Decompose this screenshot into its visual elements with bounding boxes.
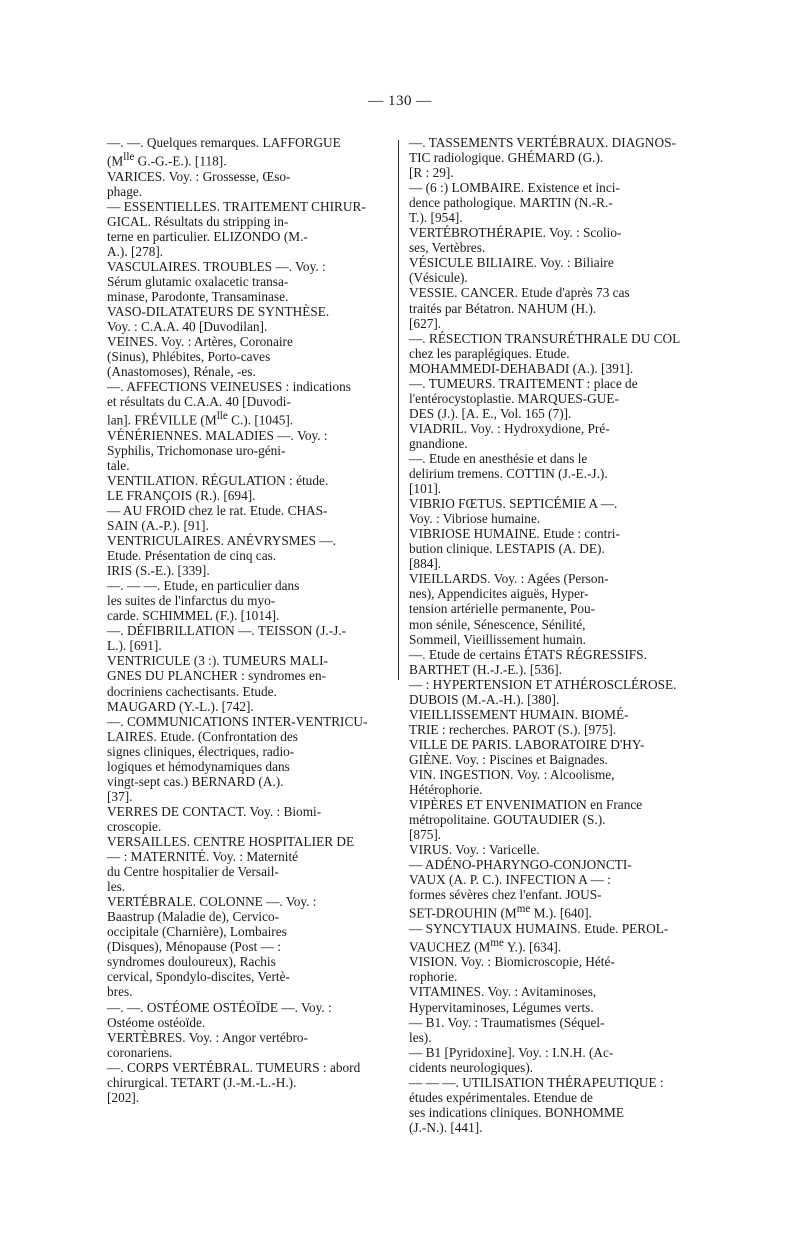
index-entry-line: syndromes douloureux), Rachis [107, 954, 276, 970]
index-entry [409, 921, 696, 955]
index-entry [409, 954, 696, 984]
index-entry-line: du Centre hospitalier de Versail- [107, 864, 279, 880]
index-entry-line: Syphilis, Trichomonase uro-géni- [107, 442, 286, 458]
index-entry-line: VIEILLISSEMENT HUMAIN. BIOMÉ- [409, 706, 629, 722]
index-entry-line: coronariens. [107, 1044, 173, 1060]
index-entry-line: SET-DROUHIN ($M^{me}$ M.). [640]. [409, 903, 592, 921]
index-entry-line: occipitale (Charnière), Lombaires [107, 924, 287, 940]
index-entry [409, 737, 696, 767]
index-entry-line: bres. [107, 984, 133, 1000]
index-entry [409, 571, 696, 646]
index-entry-line: Baastrup (Maladie de), Cervico- [107, 909, 280, 925]
index-entry-line: VISION. Voy. : Biomicroscopie, Hété- [409, 954, 615, 970]
index-entry-line: phage. [107, 183, 143, 199]
index-entry-line: VIN. INGESTION. Voy. : Alcoolisme, [409, 766, 615, 782]
index-entry-line: Sommeil, Vieillissement humain. [409, 631, 586, 647]
index-entry-line: et résultats du C.A.A. 40 [Duvodi- [107, 394, 291, 410]
index-entry-line: —. DÉFIBRILLATION —. TEISSON (J.-J.- [107, 623, 347, 639]
index-entry [409, 180, 696, 225]
index-entry [107, 1030, 394, 1060]
index-entry-line: TIC radiologique. GHÉMARD (G.). [409, 150, 604, 166]
page-number: — 130 — [368, 93, 432, 109]
index-entry-line: métropolitaine. GOUTAUDIER (S.). [409, 812, 606, 828]
index-entry-line: VERTÉBROTHÉRAPIE. Voy. : Scolio- [409, 225, 622, 241]
index-entry [409, 376, 696, 421]
index-entry [409, 496, 696, 526]
index-entry-line: formes sévères chez l'enfant. JOUS- [409, 887, 602, 903]
index-entry-line: GNES DU PLANCHER : syndromes en- [107, 668, 327, 684]
index-entry-line: [884]. [409, 556, 442, 572]
index-entry-line: —. TUMEURS. TRAITEMENT : place de [409, 375, 638, 391]
index-entry-line: logiques et hémodynamiques dans [107, 758, 290, 774]
index-entry-line: ($M^{lle}$ G.-G.-E.). [118]. [107, 151, 227, 169]
index-entry-line: —. —. OSTÉOME OSTÉOÏDE —. Voy. : [107, 999, 332, 1015]
index-entry-line: VITAMINES. Voy. : Avitaminoses, [409, 984, 597, 1000]
index-entry-line: Voy. : C.A.A. 40 [Duvodilan]. [107, 318, 268, 334]
index-entry-line: VIEILLARDS. Voy. : Agées (Person- [409, 571, 609, 587]
index-entry-line: LE FRANÇOIS (R.). [694]. [107, 487, 256, 503]
index-entry-line: VIBRIOSE HUMAINE. Etude : contri- [409, 526, 620, 542]
index-entry-line: VAUX (A. P. C.). INFECTION A — : [409, 872, 611, 888]
index-entry-line: VASO-DILATATEURS DE SYNTHÈSE. [107, 303, 330, 319]
column-divider [398, 140, 399, 680]
index-entry-line: VÉSICULE BILIAIRE. Voy. : Biliaire [409, 255, 614, 271]
index-entry [107, 714, 394, 804]
index-entry [409, 1075, 696, 1135]
index-entry-line: —. COMMUNICATIONS INTER-VENTRICU- [107, 713, 368, 729]
index-entry-line: minase, Parodonte, Transaminase. [107, 288, 289, 304]
index-entry-line: GIÈNE. Voy. : Piscines et Baignades. [409, 751, 608, 767]
index-entry-line: traités par Bétatron. NAHUM (H.). [409, 300, 597, 316]
index-entry-line: — : HYPERTENSION ET ATHÉROSCLÉROSE. [409, 676, 677, 692]
index-entry-line: VEINES. Voy. : Artères, Coronaire [107, 334, 293, 350]
index-entry [409, 857, 696, 921]
index-entry-line: [101]. [409, 481, 442, 497]
index-entry-line: (Anastomoses), Rénale, -es. [107, 364, 256, 380]
index-entry [409, 331, 696, 376]
index-entry-line: — (6 :) LOMBAIRE. Existence et inci- [409, 180, 620, 196]
index-entry [409, 421, 696, 451]
index-entry [107, 1060, 394, 1105]
index-entry-line: dence pathologique. MARTIN (N.-R.- [409, 195, 613, 211]
index-entry [107, 653, 394, 713]
index-entry-line: lan]. FRÉVILLE ($M^{lle}$ C.). [1045]. [107, 410, 294, 428]
index-entry-line: les suites de l'infarctus du myo- [107, 593, 276, 609]
index-entry-line: VAUCHEZ ($M^{me}$ Y.). [634]. [409, 936, 562, 955]
index-entry-line: les). [409, 1029, 432, 1045]
index-entry-line: VENTRICULE (3 :). TUMEURS MALI- [107, 653, 328, 669]
index-entry-line: mon sénile, Sénescence, Sénilité, [409, 616, 586, 632]
index-entry [409, 767, 696, 797]
index-entry-line: A.). [278]. [107, 243, 164, 259]
index-entry [409, 526, 696, 571]
left-column [107, 135, 394, 1105]
index-entry-line: — ADÉNO-PHARYNGO-CONJONCTI- [409, 857, 632, 873]
index-entry-line: Sérum glutamic oxalacetic transa- [107, 273, 289, 289]
index-entry [409, 451, 696, 496]
index-entry [107, 304, 394, 334]
index-entry-line: VENTRICULAIRES. ANÉVRYSMES —. [107, 533, 337, 549]
index-entry-line: l'entérocystoplastie. MARQUES-GUE- [409, 390, 619, 406]
index-entry [107, 199, 394, 259]
index-entry-line: terne en particulier. ELIZONDO (M.- [107, 228, 308, 244]
index-entry-line: —. Etude de certains ÉTATS RÉGRESSIFS. [409, 646, 647, 662]
index-entry-line: VERRES DE CONTACT. Voy. : Biomi- [107, 803, 322, 819]
index-entry [107, 578, 394, 623]
index-entry-line: les. [107, 879, 126, 895]
index-entry-line: VERTÈBRES. Voy. : Angor vertébro- [107, 1029, 308, 1045]
index-entry [107, 894, 394, 999]
index-entry-line: —. AFFECTIONS VEINEUSES : indications [107, 379, 351, 395]
index-entry-line: signes cliniques, électriques, radio- [107, 743, 295, 759]
index-entry [107, 804, 394, 834]
index-entry-line: —. RÉSECTION TRANSURÉTHRALE DU COL [409, 330, 681, 346]
index-entry-line: —. — —. Etude, en particulier dans [107, 578, 300, 594]
index-entry-line: tale. [107, 457, 130, 473]
index-entry-line: delirium tremens. COTTIN (J.-E.-J.). [409, 466, 608, 482]
index-entry-line: — : MATERNITÉ. Voy. : Maternité [107, 849, 299, 865]
index-entry [409, 225, 696, 255]
index-entry [107, 428, 394, 473]
index-entry-line: GICAL. Résultats du stripping in- [107, 213, 289, 229]
index-entry-line: [37]. [107, 788, 133, 804]
index-entry-line: VERTÉBRALE. COLONNE —. Voy. : [107, 894, 317, 910]
index-entry-line: docriniens cachectisants. Etude. [107, 683, 277, 699]
index-entry-line: Hypervitaminoses, Légumes verts. [409, 999, 594, 1015]
index-entry [409, 135, 696, 180]
index-entry-line: — B1. Voy. : Traumatismes (Séquel- [409, 1014, 605, 1030]
index-entry [107, 473, 394, 503]
index-entry [107, 259, 394, 304]
index-entry-line: —. CORPS VERTÉBRAL. TUMEURS : abord [107, 1059, 361, 1075]
index-entry-line: ses, Vertèbres. [409, 240, 486, 256]
index-entry [409, 1045, 696, 1075]
index-entry-line: (J.-N.). [441]. [409, 1119, 483, 1135]
index-entry [409, 984, 696, 1014]
index-entry-line: VIBRIO FŒTUS. SEPTICÉMIE A —. [409, 496, 618, 512]
index-entry [107, 379, 394, 428]
index-entry-line: VESSIE. CANCER. Etude d'après 73 cas [409, 285, 630, 301]
index-entry-line: VENTILATION. RÉGULATION : étude. [107, 472, 329, 488]
index-entry-line: cidents neurologiques). [409, 1059, 534, 1075]
index-entry-line: gnandione. [409, 435, 468, 451]
index-entry-line: VÉNÉRIENNES. MALADIES —. Voy. : [107, 427, 328, 443]
index-entry-line: carde. SCHIMMEL (F.). [1014]. [107, 608, 280, 624]
index-entry-line: (Vésicule). [409, 270, 468, 286]
index-entry [107, 169, 394, 199]
index-entry-line: Voy. : Vibriose humaine. [409, 511, 541, 527]
index-entry-line: MAUGARD (Y.-L.). [742]. [107, 698, 254, 714]
index-entry [107, 533, 394, 578]
index-entry-line: [875]. [409, 827, 442, 843]
index-entry [107, 135, 394, 169]
index-entry-line: [202]. [107, 1089, 140, 1105]
index-entry-line: ses indications cliniques. BONHOMME [409, 1104, 624, 1120]
index-entry-line: — B1 [Pyridoxine]. Voy. : I.N.H. (Ac- [409, 1044, 614, 1060]
index-entry-line: vingt-sept cas.) BERNARD (A.). [107, 773, 284, 789]
index-entry-line: Ostéome ostéoïde. [107, 1014, 206, 1030]
index-entry-line: VILLE DE PARIS. LABORATOIRE D'HY- [409, 736, 645, 752]
index-entry-line: rophorie. [409, 969, 458, 985]
index-entry-line: bution clinique. LESTAPIS (A. DE). [409, 541, 605, 557]
index-entry-line: IRIS (S.-E.). [339]. [107, 563, 210, 579]
index-entry [409, 1015, 696, 1045]
index-entry-line: VIRUS. Voy. : Varicelle. [409, 842, 540, 858]
index-entry-line: (Sinus), Phlébites, Porto-caves [107, 349, 271, 365]
index-entry-line: L.). [691]. [107, 638, 162, 654]
index-entry-line: —. Etude en anesthésie et dans le [409, 450, 588, 466]
index-entry-line: MOHAMMEDI-DEHABADI (A.). [391]. [409, 360, 634, 376]
index-entry-line: VIPÈRES ET ENVENIMATION en France [409, 797, 643, 813]
index-entry-line: —. —. Quelques remarques. LAFFORGUE [107, 135, 341, 150]
index-entry-line: DUBOIS (M.-A.-H.). [380]. [409, 691, 560, 707]
index-entry [409, 285, 696, 330]
index-entry-line: [627]. [409, 315, 442, 331]
index-entry-line: (Disques), Ménopause (Post — : [107, 939, 281, 955]
index-entry [409, 255, 696, 285]
index-entry-line: T.). [954]. [409, 210, 463, 226]
index-entry [409, 797, 696, 842]
index-entry-line: DES (J.). [A. E., Vol. 165 (7)]. [409, 405, 572, 421]
index-entry-line: Hétérophorie. [409, 782, 483, 798]
index-entry-line: VARICES. Voy. : Grossesse, Œso- [107, 168, 291, 184]
index-entry [409, 842, 696, 857]
index-entry-line: — SYNCYTIAUX HUMAINS. Etude. PEROL- [409, 920, 669, 936]
index-entry-line: études expérimentales. Etendue de [409, 1089, 593, 1105]
right-column [409, 135, 696, 1135]
index-entry-line: — AU FROID chez le rat. Etude. CHAS- [107, 502, 328, 518]
index-entry-line: chirurgical. TETART (J.-M.-L.-H.). [107, 1074, 297, 1090]
index-entry-line: BARTHET (H.-J.-E.). [536]. [409, 661, 562, 677]
index-entry-line: VIADRIL. Voy. : Hydroxydione, Pré- [409, 420, 610, 436]
index-entry-line: Etude. Présentation de cinq cas. [107, 548, 277, 564]
index-entry-line: TRIE : recherches. PAROT (S.). [975]. [409, 721, 617, 737]
index-entry [107, 334, 394, 379]
index-entry-line: — ESSENTIELLES. TRAITEMENT CHIRUR- [107, 198, 366, 214]
index-entry [409, 647, 696, 677]
index-entry [107, 1000, 394, 1030]
index-entry-line: SAIN (A.-P.). [91]. [107, 518, 209, 534]
index-entry-line: VASCULAIRES. TROUBLES —. Voy. : [107, 258, 326, 274]
index-entry [409, 677, 696, 707]
index-entry-line: tension artérielle permanente, Pou- [409, 601, 596, 617]
index-entry-line: croscopie. [107, 818, 162, 834]
index-entry [107, 503, 394, 533]
index-entry [107, 834, 394, 894]
index-entry [409, 707, 696, 737]
index-entry-line: cervical, Spondylo-discites, Vertè- [107, 969, 290, 985]
index-entry-line: VERSAILLES. CENTRE HOSPITALIER DE [107, 834, 355, 849]
index-entry-line: nes), Appendicites aiguës, Hyper- [409, 586, 589, 602]
index-entry-line: LAIRES. Etude. (Confrontation des [107, 728, 298, 744]
index-entry-line: — — —. UTILISATION THÉRAPEUTIQUE : [409, 1074, 664, 1090]
index-entry-line: —. TASSEMENTS VERTÉBRAUX. DIAGNOS- [409, 135, 676, 150]
index-entry-line: [R : 29]. [409, 165, 454, 181]
index-entry [107, 623, 394, 653]
index-entry-line: chez les paraplégiques. Etude. [409, 345, 570, 361]
